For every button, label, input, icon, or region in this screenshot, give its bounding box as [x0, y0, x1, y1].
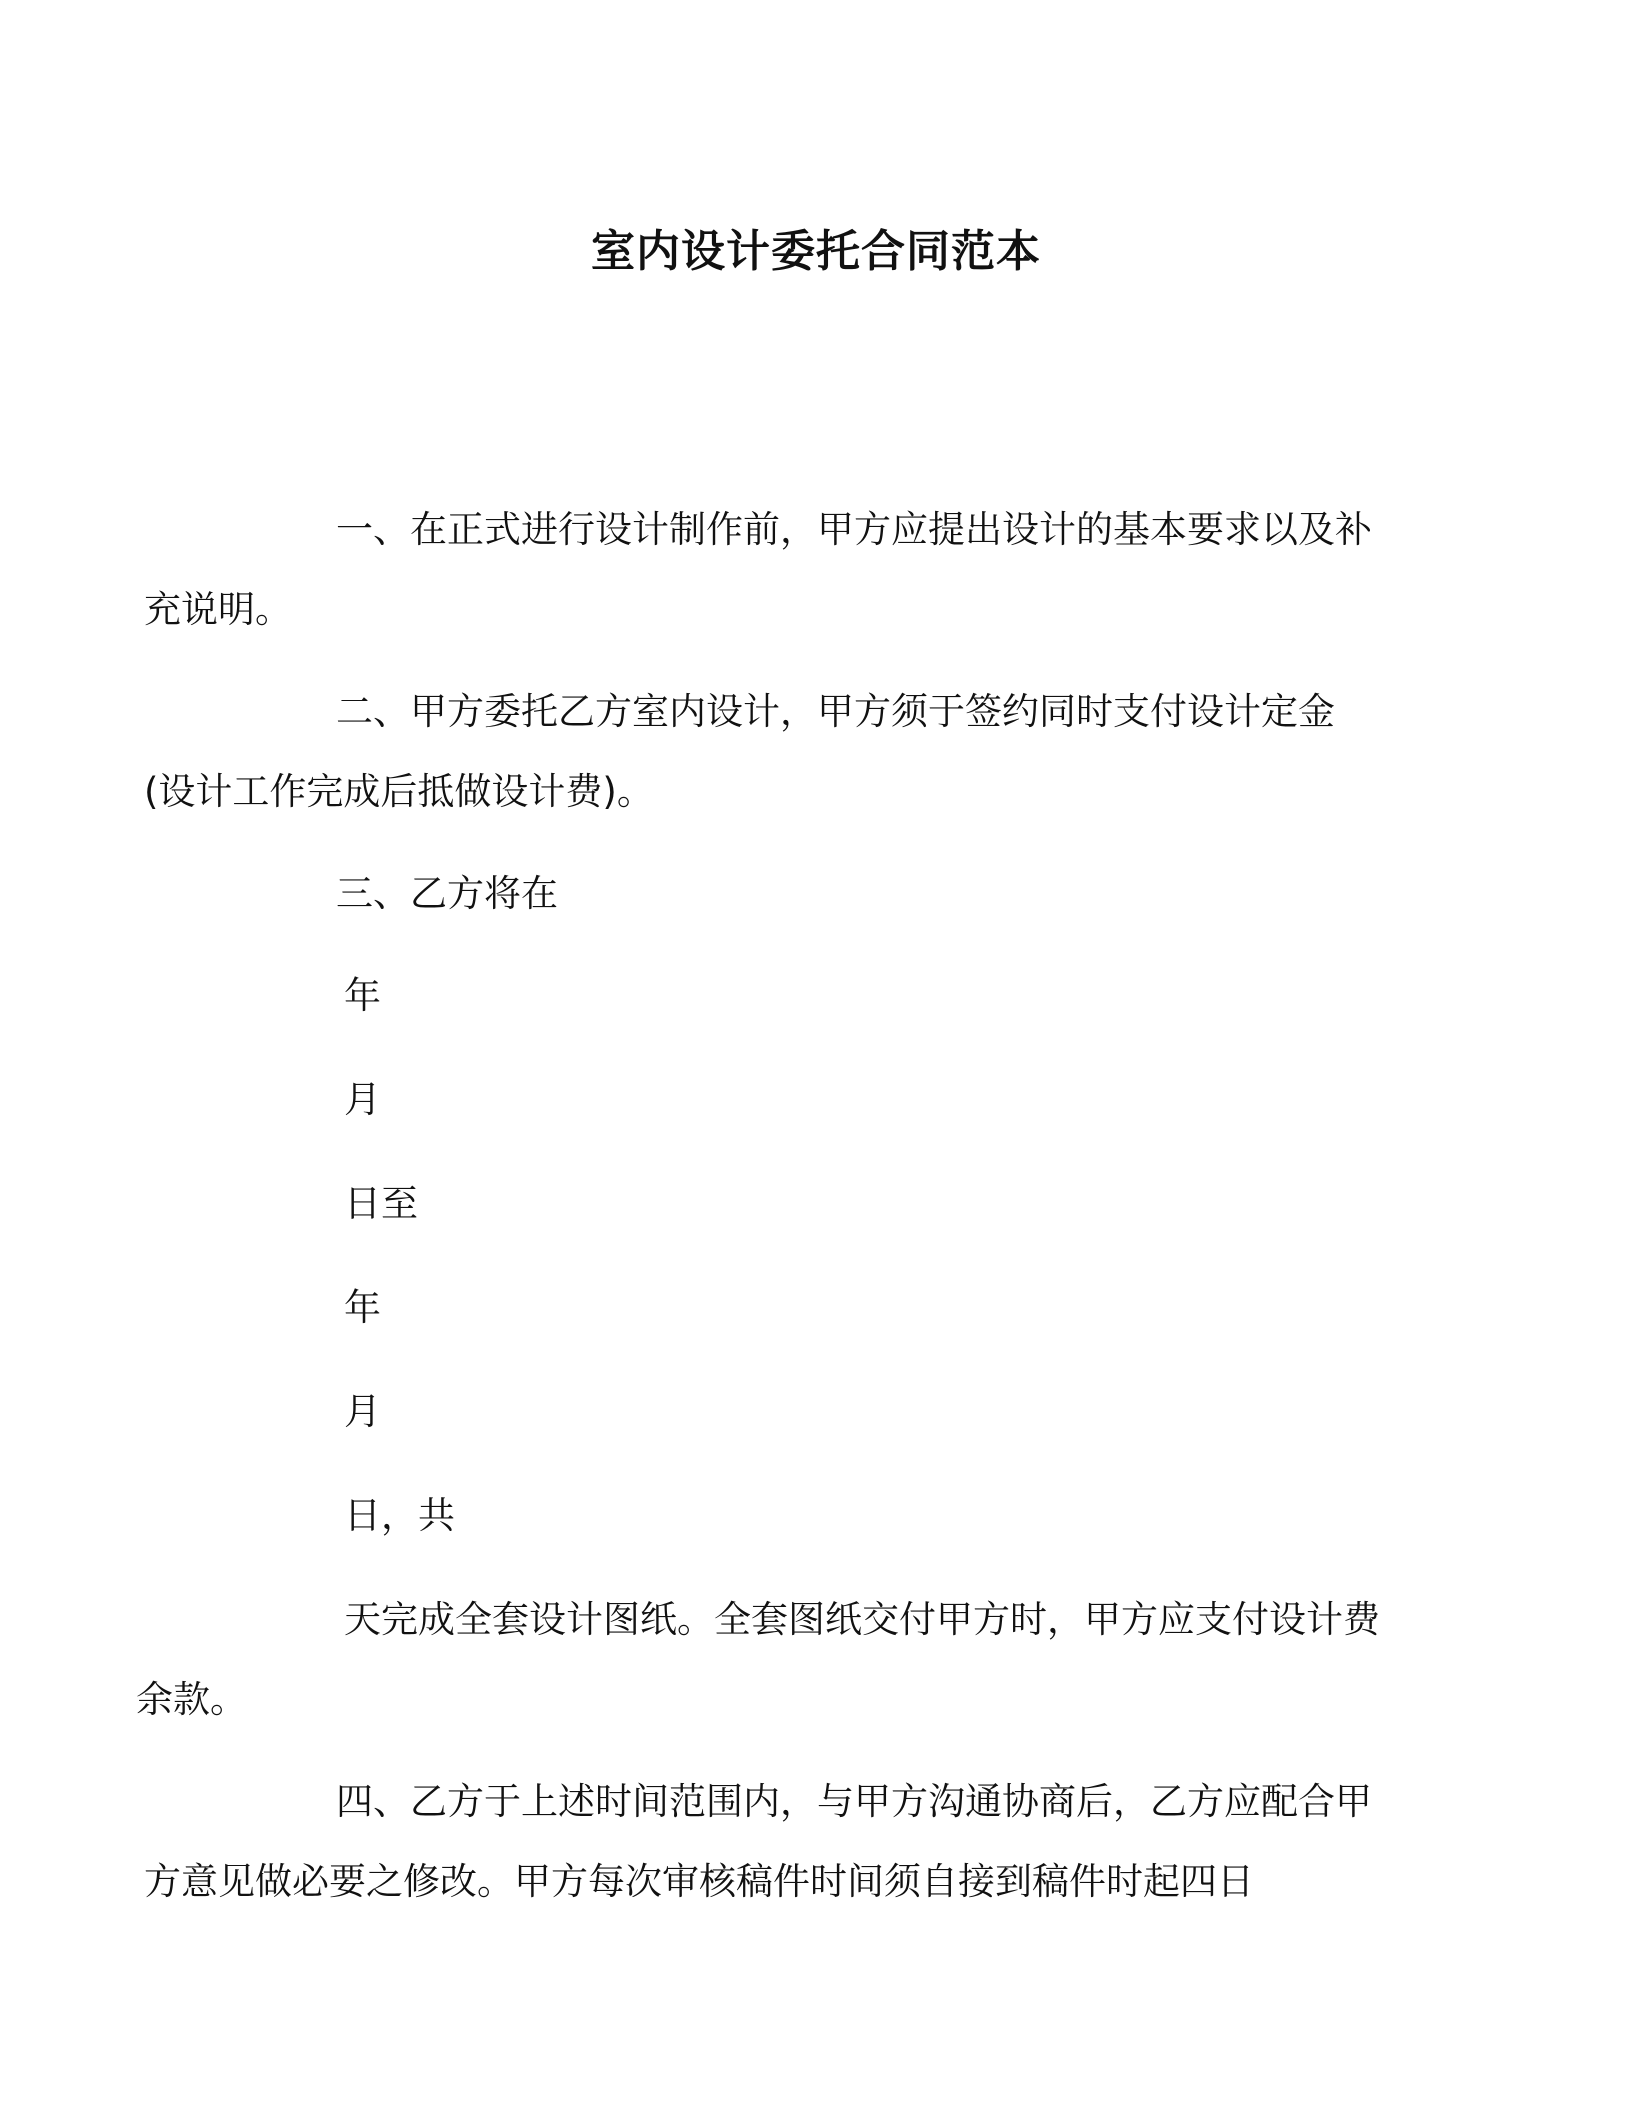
clause-3-continued	[136, 1580, 1390, 1740]
blank-day-end: 日，共	[344, 1494, 455, 1537]
document-body	[136, 490, 1390, 1944]
clause-1-line-2: 充说明。	[144, 588, 292, 631]
clause-1	[144, 490, 1390, 650]
clause-4	[144, 1762, 1390, 1922]
clause-2	[144, 672, 1390, 832]
blank-day-start: 日至	[344, 1182, 418, 1225]
clause-2-line-1: 二、甲方委托乙方室内设计，甲方须于签约同时支付设计定金	[336, 690, 1335, 733]
blank-month-start: 月	[344, 1078, 381, 1121]
clause-4-line-2: 方意见做必要之修改。甲方每次审核稿件时间须自接到稿件时起四日	[144, 1860, 1254, 1903]
blank-month-end: 月	[344, 1390, 381, 1433]
document-title: 室内设计委托合同范本	[591, 226, 1041, 277]
clause-4-line-1: 四、乙方于上述时间范围内，与甲方沟通协商后，乙方应配合甲	[336, 1780, 1372, 1823]
clause-3-cont-line-2: 余款。	[136, 1678, 247, 1721]
clause-3-line-1: 三、乙方将在	[336, 872, 558, 915]
clause-3-cont-line-1: 天完成全套设计图纸。全套图纸交付甲方时，甲方应支付设计费	[344, 1598, 1380, 1641]
clause-2-line-2: (设计工作完成后抵做设计费)。	[144, 770, 654, 813]
blank-year-end: 年	[344, 1286, 381, 1329]
clause-3	[240, 854, 1390, 934]
clause-1-line-1: 一、在正式进行设计制作前，甲方应提出设计的基本要求以及补	[336, 508, 1372, 551]
blank-year-start: 年	[344, 974, 381, 1017]
